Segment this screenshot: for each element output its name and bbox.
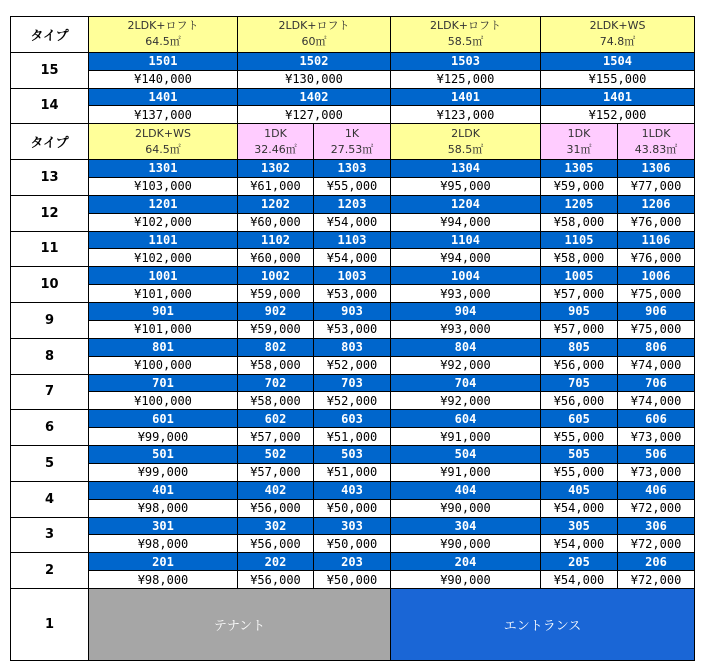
unit-price: ¥60,000	[238, 249, 314, 267]
unit-number: 704	[391, 374, 541, 392]
unit-price: ¥54,000	[314, 213, 391, 231]
unit-type-area: 64.5㎡	[145, 142, 181, 156]
unit-number: 902	[238, 303, 314, 321]
price-row	[11, 571, 695, 589]
unit-price: ¥51,000	[314, 463, 391, 481]
floor-number: 2	[11, 553, 89, 589]
type-row-top	[11, 17, 695, 35]
floor-number: 13	[11, 160, 89, 196]
unit-number: 406	[618, 481, 695, 499]
unit-price: ¥57,000	[238, 463, 314, 481]
unit-number: 1205	[541, 195, 618, 213]
unit-number: 1003	[314, 267, 391, 285]
unit-type-cell-0	[89, 124, 238, 160]
unit-price: ¥74,000	[618, 392, 695, 410]
unit-price: ¥90,000	[391, 499, 541, 517]
unit-type-cell-1	[238, 17, 391, 53]
unit-number: 1006	[618, 267, 695, 285]
unit-price: ¥90,000	[391, 571, 541, 589]
unit-number: 602	[238, 410, 314, 428]
unit-number: 304	[391, 517, 541, 535]
unit-price: ¥91,000	[391, 428, 541, 446]
unit-price: ¥92,000	[391, 392, 541, 410]
floor-number: 15	[11, 52, 89, 88]
unit-price: ¥101,000	[89, 285, 238, 303]
floor-rent-table	[10, 16, 695, 661]
unit-price: ¥58,000	[238, 356, 314, 374]
floor-rent-table-body	[11, 17, 695, 661]
unit-price: ¥58,000	[238, 392, 314, 410]
ground-floor-row	[11, 589, 695, 607]
unit-type-cell-3	[541, 17, 695, 53]
unit-price: ¥74,000	[618, 356, 695, 374]
unit-price: ¥54,000	[541, 499, 618, 517]
unit-number: 404	[391, 481, 541, 499]
unit-price: ¥50,000	[314, 499, 391, 517]
unit-number: 403	[314, 481, 391, 499]
unit-number: 305	[541, 517, 618, 535]
unit-price: ¥56,000	[541, 356, 618, 374]
unit-number-row	[11, 52, 695, 70]
unit-number: 1302	[238, 160, 314, 178]
floor-number: 12	[11, 195, 89, 231]
price-row	[11, 177, 695, 195]
unit-price: ¥58,000	[541, 213, 618, 231]
unit-number: 901	[89, 303, 238, 321]
unit-number: 605	[541, 410, 618, 428]
unit-price: ¥72,000	[618, 535, 695, 553]
unit-price: ¥125,000	[391, 70, 541, 88]
unit-number: 904	[391, 303, 541, 321]
unit-number: 1101	[89, 231, 238, 249]
unit-number: 1401	[541, 88, 695, 106]
unit-price: ¥98,000	[89, 535, 238, 553]
unit-price: ¥73,000	[618, 428, 695, 446]
unit-price: ¥127,000	[238, 106, 391, 124]
unit-number-row	[11, 553, 695, 571]
unit-number-row	[11, 374, 695, 392]
unit-number-row	[11, 303, 695, 321]
unit-type-cell-1	[238, 124, 314, 160]
unit-type-name: 2LDK+WS	[589, 19, 646, 33]
unit-type-cell-3	[391, 124, 541, 160]
floor-number: 4	[11, 481, 89, 517]
unit-price: ¥102,000	[89, 249, 238, 267]
type-label: タイプ	[11, 17, 89, 53]
unit-price: ¥55,000	[541, 463, 618, 481]
unit-price: ¥59,000	[238, 285, 314, 303]
unit-number: 1304	[391, 160, 541, 178]
unit-number: 202	[238, 553, 314, 571]
unit-price: ¥56,000	[541, 392, 618, 410]
unit-price: ¥56,000	[238, 571, 314, 589]
unit-type-name: 1DK	[264, 126, 287, 140]
unit-number-row	[11, 517, 695, 535]
unit-number: 1401	[89, 88, 238, 106]
unit-price: ¥54,000	[541, 535, 618, 553]
unit-type-area: 64.5㎡	[145, 35, 181, 49]
type-row-top	[11, 124, 695, 142]
unit-type-name: 1LDK	[641, 126, 671, 140]
unit-price: ¥76,000	[618, 249, 695, 267]
unit-number: 1104	[391, 231, 541, 249]
unit-number: 1306	[618, 160, 695, 178]
unit-type-cell-0	[89, 17, 238, 53]
unit-number-row	[11, 267, 695, 285]
unit-type-cell-5	[618, 124, 695, 160]
unit-price: ¥72,000	[618, 571, 695, 589]
unit-number: 1303	[314, 160, 391, 178]
unit-type-area: 31㎡	[566, 142, 592, 156]
unit-number: 703	[314, 374, 391, 392]
unit-number: 603	[314, 410, 391, 428]
unit-number-row	[11, 88, 695, 106]
unit-number-row	[11, 410, 695, 428]
unit-number: 1105	[541, 231, 618, 249]
unit-number: 503	[314, 446, 391, 464]
unit-type-area: 58.5㎡	[447, 35, 484, 49]
unit-type-name: 2LDK+ロフト	[278, 19, 350, 33]
unit-number: 1001	[89, 267, 238, 285]
unit-number: 203	[314, 553, 391, 571]
unit-type-area: 74.8㎡	[599, 35, 636, 49]
unit-price: ¥99,000	[89, 463, 238, 481]
unit-type-area: 43.83㎡	[634, 142, 678, 156]
unit-price: ¥75,000	[618, 320, 695, 338]
price-row	[11, 392, 695, 410]
unit-price: ¥91,000	[391, 463, 541, 481]
unit-number: 702	[238, 374, 314, 392]
floor-number: 11	[11, 231, 89, 267]
unit-number: 1004	[391, 267, 541, 285]
unit-number: 805	[541, 338, 618, 356]
unit-price: ¥53,000	[314, 320, 391, 338]
price-row	[11, 535, 695, 553]
unit-number: 706	[618, 374, 695, 392]
unit-price: ¥92,000	[391, 356, 541, 374]
unit-type-area: 27.53㎡	[330, 142, 374, 156]
floor-number: 7	[11, 374, 89, 410]
unit-price: ¥99,000	[89, 428, 238, 446]
price-row	[11, 285, 695, 303]
unit-number-row	[11, 481, 695, 499]
unit-price: ¥94,000	[391, 213, 541, 231]
unit-number: 1301	[89, 160, 238, 178]
unit-number: 405	[541, 481, 618, 499]
unit-type-name: 2LDK	[451, 126, 480, 140]
floor-number: 10	[11, 267, 89, 303]
unit-price: ¥54,000	[541, 571, 618, 589]
unit-type-name: 2LDK+ロフト	[429, 19, 502, 33]
price-row	[11, 428, 695, 446]
floor-number: 5	[11, 446, 89, 482]
floor-number: 1	[11, 589, 89, 661]
unit-price: ¥55,000	[541, 428, 618, 446]
unit-price: ¥101,000	[89, 320, 238, 338]
floor-number: 14	[11, 88, 89, 124]
unit-number: 801	[89, 338, 238, 356]
unit-number: 804	[391, 338, 541, 356]
unit-type-area: 32.46㎡	[254, 142, 297, 156]
unit-number: 1402	[238, 88, 391, 106]
unit-price: ¥52,000	[314, 356, 391, 374]
unit-number: 502	[238, 446, 314, 464]
unit-price: ¥98,000	[89, 571, 238, 589]
unit-price: ¥94,000	[391, 249, 541, 267]
unit-price: ¥50,000	[314, 571, 391, 589]
type-label: タイプ	[11, 124, 89, 160]
unit-number: 701	[89, 374, 238, 392]
unit-number: 604	[391, 410, 541, 428]
price-row	[11, 249, 695, 267]
unit-price: ¥57,000	[238, 428, 314, 446]
unit-price: ¥75,000	[618, 285, 695, 303]
unit-number: 1103	[314, 231, 391, 249]
unit-price: ¥100,000	[89, 356, 238, 374]
unit-price: ¥53,000	[314, 285, 391, 303]
floor-number: 6	[11, 410, 89, 446]
unit-price: ¥130,000	[238, 70, 391, 88]
unit-number: 1503	[391, 52, 541, 70]
unit-price: ¥155,000	[541, 70, 695, 88]
unit-number: 303	[314, 517, 391, 535]
unit-number: 802	[238, 338, 314, 356]
unit-number: 401	[89, 481, 238, 499]
unit-price: ¥77,000	[618, 177, 695, 195]
unit-price: ¥57,000	[541, 285, 618, 303]
unit-number: 1204	[391, 195, 541, 213]
unit-number: 204	[391, 553, 541, 571]
unit-price: ¥52,000	[314, 392, 391, 410]
unit-number-row	[11, 160, 695, 178]
unit-type-name: 2LDK+WS	[135, 126, 191, 140]
unit-price: ¥90,000	[391, 535, 541, 553]
unit-number: 903	[314, 303, 391, 321]
unit-number: 803	[314, 338, 391, 356]
unit-number: 905	[541, 303, 618, 321]
price-row	[11, 499, 695, 517]
unit-price: ¥95,000	[391, 177, 541, 195]
unit-number: 1502	[238, 52, 391, 70]
unit-number: 402	[238, 481, 314, 499]
unit-number-row	[11, 195, 695, 213]
unit-price: ¥123,000	[391, 106, 541, 124]
unit-price: ¥55,000	[314, 177, 391, 195]
unit-price: ¥56,000	[238, 535, 314, 553]
unit-number: 1504	[541, 52, 695, 70]
floor-number: 3	[11, 517, 89, 553]
unit-price: ¥50,000	[314, 535, 391, 553]
unit-price: ¥72,000	[618, 499, 695, 517]
unit-price: ¥93,000	[391, 320, 541, 338]
unit-number: 506	[618, 446, 695, 464]
unit-type-name: 1DK	[567, 126, 591, 140]
unit-number: 501	[89, 446, 238, 464]
unit-price: ¥61,000	[238, 177, 314, 195]
unit-price: ¥98,000	[89, 499, 238, 517]
price-row	[11, 463, 695, 481]
unit-price: ¥56,000	[238, 499, 314, 517]
unit-type-area: 58.5㎡	[447, 142, 484, 156]
unit-price: ¥76,000	[618, 213, 695, 231]
floor-number: 8	[11, 338, 89, 374]
unit-price: ¥152,000	[541, 106, 695, 124]
price-row	[11, 70, 695, 88]
unit-number: 1401	[391, 88, 541, 106]
unit-price: ¥60,000	[238, 213, 314, 231]
unit-number: 201	[89, 553, 238, 571]
unit-number: 1203	[314, 195, 391, 213]
unit-number-row	[11, 446, 695, 464]
unit-price: ¥73,000	[618, 463, 695, 481]
unit-number: 302	[238, 517, 314, 535]
unit-number-row	[11, 338, 695, 356]
unit-number: 1202	[238, 195, 314, 213]
unit-number: 1206	[618, 195, 695, 213]
unit-number: 601	[89, 410, 238, 428]
unit-number: 206	[618, 553, 695, 571]
unit-number: 606	[618, 410, 695, 428]
unit-price: ¥59,000	[541, 177, 618, 195]
unit-number: 1201	[89, 195, 238, 213]
unit-price: ¥93,000	[391, 285, 541, 303]
unit-price: ¥57,000	[541, 320, 618, 338]
unit-type-cell-4	[541, 124, 618, 160]
unit-type-name: 2LDK+ロフト	[127, 19, 199, 33]
unit-number: 1005	[541, 267, 618, 285]
unit-number: 1501	[89, 52, 238, 70]
unit-number: 906	[618, 303, 695, 321]
unit-number: 205	[541, 553, 618, 571]
unit-number: 1102	[238, 231, 314, 249]
unit-price: ¥102,000	[89, 213, 238, 231]
unit-type-cell-2	[391, 17, 541, 53]
unit-number: 1106	[618, 231, 695, 249]
unit-price: ¥140,000	[89, 70, 238, 88]
unit-type-area: 60㎡	[301, 35, 327, 49]
unit-number: 705	[541, 374, 618, 392]
unit-number-row	[11, 231, 695, 249]
floor-number: 9	[11, 303, 89, 339]
unit-number: 306	[618, 517, 695, 535]
price-row	[11, 106, 695, 124]
unit-price: ¥51,000	[314, 428, 391, 446]
price-row	[11, 356, 695, 374]
unit-number: 301	[89, 517, 238, 535]
unit-price: ¥58,000	[541, 249, 618, 267]
unit-price: ¥59,000	[238, 320, 314, 338]
unit-type-name: 1K	[344, 126, 360, 140]
entrance-area: エントランス	[391, 589, 695, 661]
price-row	[11, 213, 695, 231]
tenant-area: テナント	[89, 589, 391, 661]
unit-price: ¥100,000	[89, 392, 238, 410]
unit-price: ¥103,000	[89, 177, 238, 195]
price-row	[11, 320, 695, 338]
unit-number: 1305	[541, 160, 618, 178]
unit-type-cell-2	[314, 124, 391, 160]
unit-price: ¥137,000	[89, 106, 238, 124]
unit-number: 1002	[238, 267, 314, 285]
unit-number: 504	[391, 446, 541, 464]
unit-number: 505	[541, 446, 618, 464]
unit-number: 806	[618, 338, 695, 356]
unit-price: ¥54,000	[314, 249, 391, 267]
